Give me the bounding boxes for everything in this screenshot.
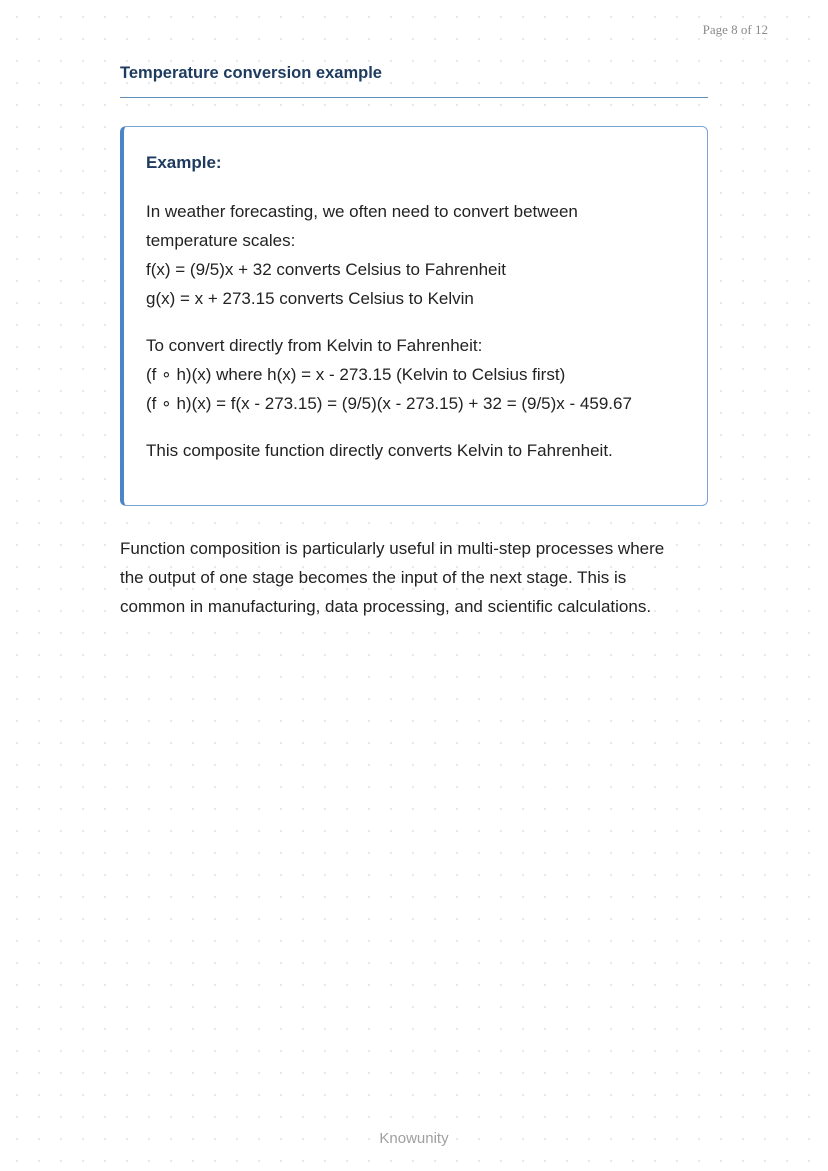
formula-kelvin-celsius: (f ∘ h)(x) where h(x) = x - 273.15 (Kelvin to Celsius first) bbox=[146, 365, 566, 384]
section-title: Temperature conversion example bbox=[120, 64, 382, 82]
formula-composite: (f ∘ h)(x) = f(x - 273.15) = (9/5)(x - 273.15) + 32 = (9/5)x - 459.67 bbox=[146, 394, 632, 413]
formula-celsius-kelvin: g(x) = x + 273.15 converts Celsius to Kelvin bbox=[146, 289, 474, 308]
body-paragraph bbox=[120, 534, 720, 621]
example-line: To convert directly from Kelvin to Fahrenheit: bbox=[146, 336, 483, 355]
body-line: the output of one stage becomes the input of the next stage. This is bbox=[120, 568, 627, 587]
example-paragraph-intro bbox=[146, 197, 685, 313]
example-line: This composite function directly converts Kelvin to Fahrenheit. bbox=[146, 441, 613, 460]
example-box bbox=[120, 126, 708, 506]
example-paragraph-conclusion bbox=[146, 436, 685, 465]
page-number: Page 8 of 12 bbox=[702, 22, 768, 37]
footer-brand: Knowunity bbox=[379, 1130, 449, 1147]
example-paragraph-composition bbox=[146, 331, 685, 418]
formula-celsius-fahrenheit: f(x) = (9/5)x + 32 converts Celsius to Fahrenheit bbox=[146, 260, 506, 279]
example-heading: Example: bbox=[146, 153, 222, 172]
body-line: common in manufacturing, data processing, and scientific calculations. bbox=[120, 597, 652, 616]
example-line: In weather forecasting, we often need to convert between bbox=[146, 202, 578, 221]
body-line: Function composition is particularly useful in multi-step processes where bbox=[120, 539, 665, 558]
title-divider bbox=[120, 97, 708, 98]
example-line: temperature scales: bbox=[146, 231, 296, 250]
